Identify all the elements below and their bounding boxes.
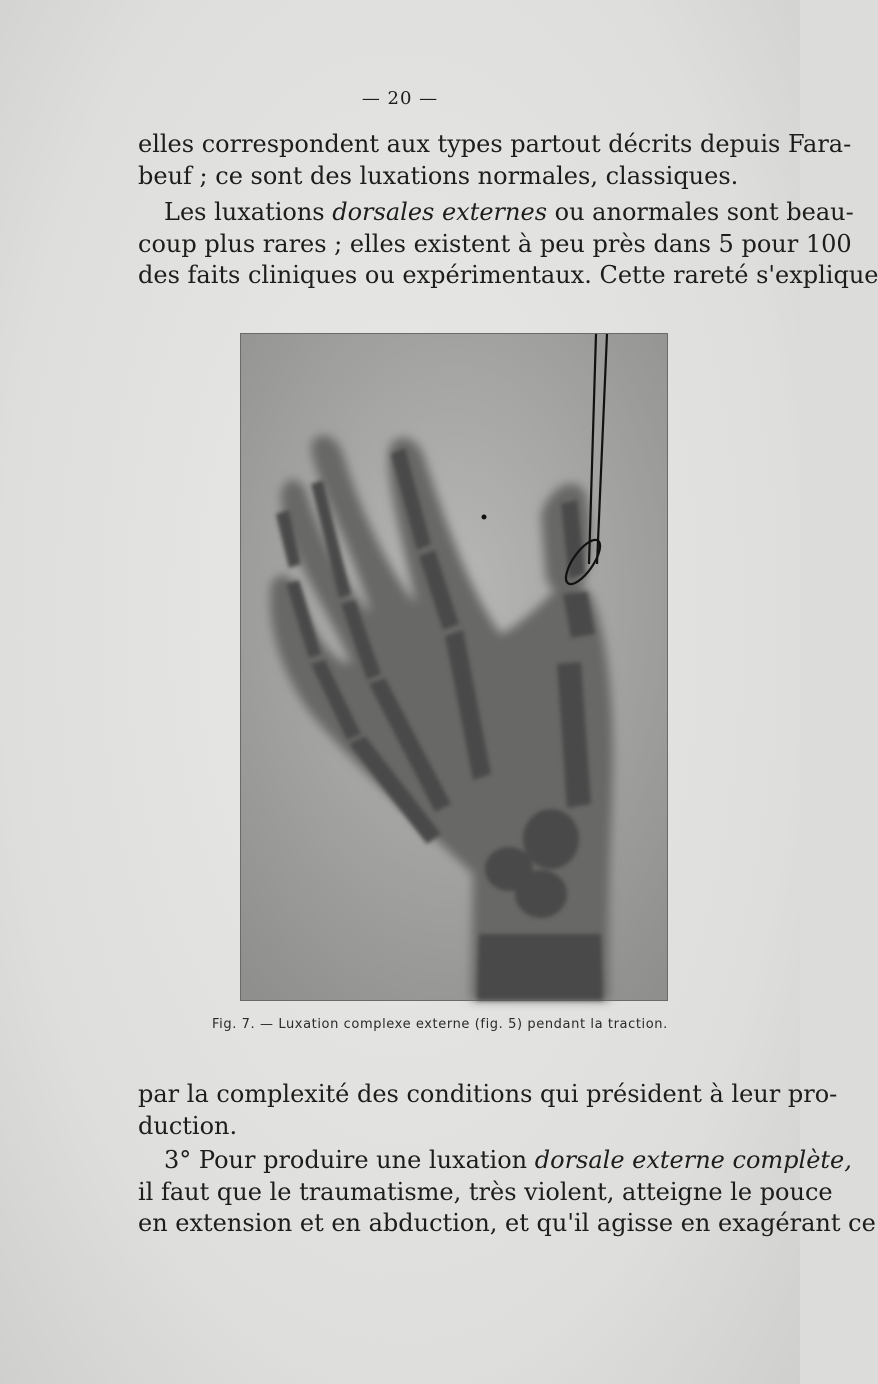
- paragraph-2: [138, 197, 878, 292]
- text-run: 3° Pour produire une luxation: [164, 1146, 535, 1174]
- text-run: Les luxations: [164, 198, 333, 226]
- italic-term: dorsale externe complète,: [534, 1146, 852, 1174]
- text-line: des faits cliniques ou expérimentaux. Cette rareté s'explique: [138, 261, 878, 289]
- text-line: il faut que le traumatisme, très violent, atteigne le pouce: [138, 1177, 833, 1206]
- text-line: par la complexité des conditions qui président à leur pro-: [138, 1080, 838, 1108]
- paragraph-3: [138, 1079, 838, 1142]
- text-run: ou anormales sont beau-: [547, 198, 854, 226]
- text-line: en extension et en abduction, et qu'il agisse en exagérant ce: [138, 1209, 876, 1237]
- page-number: — 20 —: [361, 88, 439, 109]
- xray-figure: [240, 333, 668, 1001]
- text-line: coup plus rares ; elles existent à peu près dans 5 pour 100: [138, 229, 852, 258]
- text-line: beuf ; ce sont des luxations normales, classiques.: [138, 161, 739, 190]
- paragraph-1: [138, 129, 852, 192]
- xray-hand-image: [241, 334, 667, 1000]
- text-line: [138, 1145, 852, 1177]
- italic-term: dorsales externes: [332, 198, 548, 226]
- text-line: [138, 197, 854, 229]
- figure-caption: Fig. 7. — Luxation complexe externe (fig. 5) pendant la traction.: [212, 1017, 668, 1032]
- paragraph-4: [138, 1145, 876, 1240]
- text-line: elles correspondent aux types partout décrits depuis Fara-: [138, 130, 852, 158]
- text-line: duction.: [138, 1111, 238, 1140]
